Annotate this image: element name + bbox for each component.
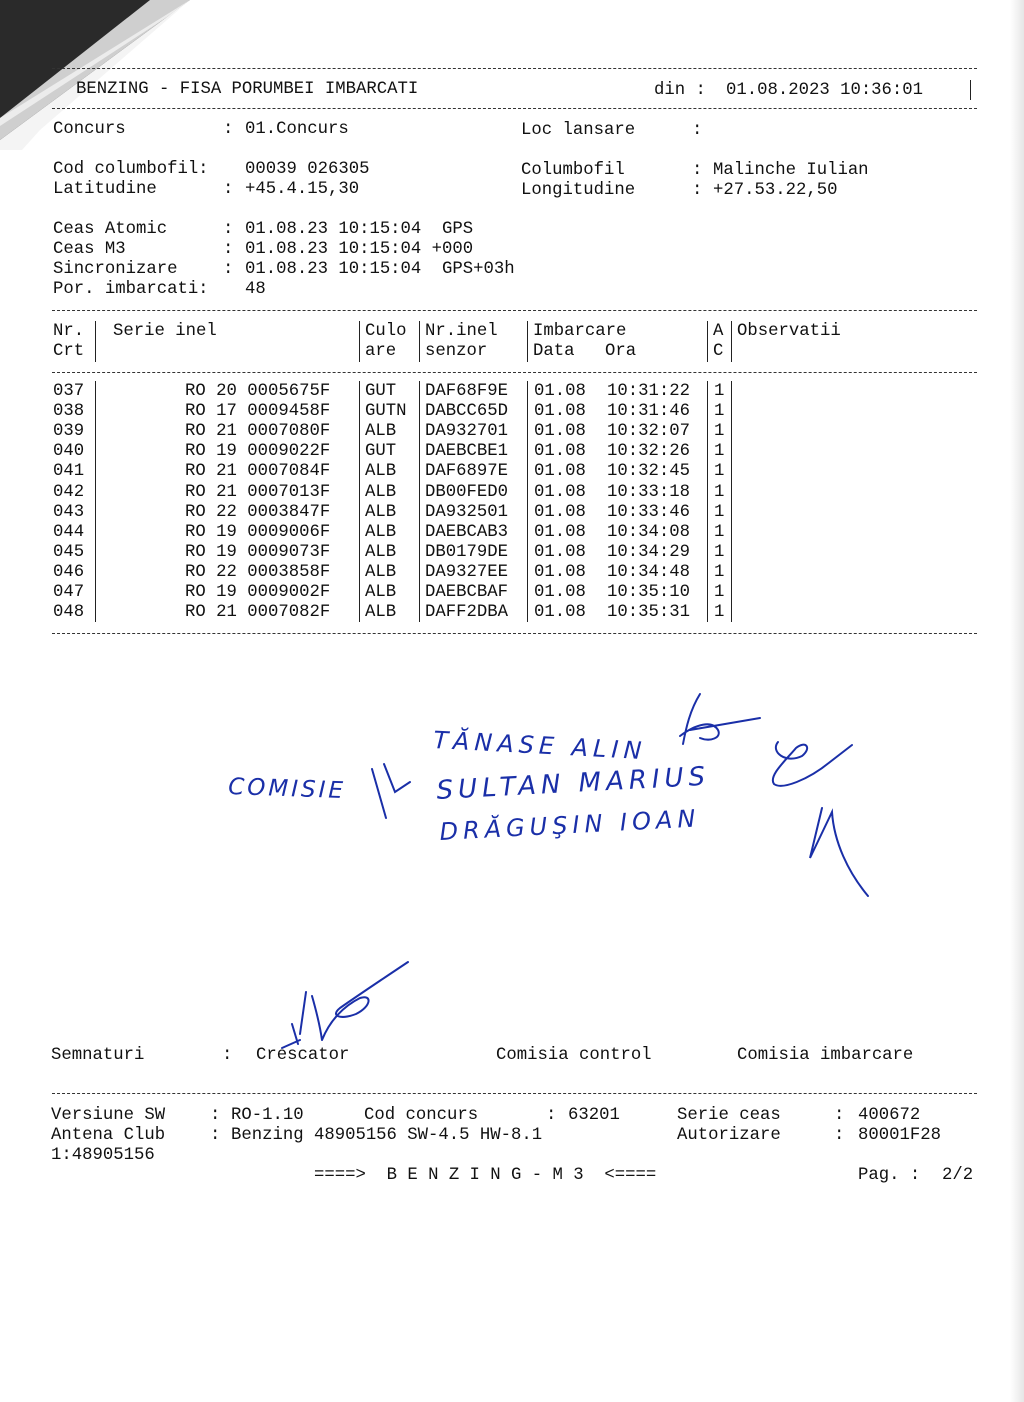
cell-ora: 10:33:18	[607, 482, 690, 502]
footer-banner: ====> B E N Z I N G - M 3 <====	[314, 1166, 657, 1185]
col-ac-1: A	[713, 322, 724, 341]
cell-ora: 10:35:10	[607, 583, 690, 602]
columbofil-value: Malinche Iulian	[713, 161, 869, 180]
cell-ac: 1	[714, 442, 725, 462]
cell-data: 01.08	[534, 603, 586, 623]
signature-3	[810, 808, 868, 896]
cell-nr: 042	[53, 482, 85, 502]
sincronizare-label: Sincronizare	[53, 260, 178, 279]
cell-nr: 047	[53, 583, 85, 602]
cell-ac: 1	[714, 522, 725, 542]
cell-ac: 1	[714, 422, 725, 442]
cell-ac: 1	[714, 402, 725, 422]
antena-id: 1:48905156	[51, 1146, 155, 1165]
cell-data: 01.08	[534, 422, 586, 442]
cell-serie: RO 19 0009022F	[185, 442, 331, 462]
cell-serie: RO 17 0009458F	[185, 402, 331, 422]
cell-data: 01.08	[534, 562, 586, 582]
cell-serie: RO 21 0007084F	[185, 462, 331, 482]
signature-2	[773, 742, 852, 786]
col-nrinel-2: senzor	[425, 342, 488, 361]
cell-ac: 1	[714, 382, 725, 401]
cell-culoare: ALB	[365, 562, 397, 582]
cell-nr: 040	[53, 442, 85, 462]
ceas-atomic-value: 01.08.23 10:15:04 GPS	[245, 220, 474, 239]
col-observatii: Observatii	[737, 322, 841, 341]
cell-nr: 038	[53, 402, 85, 422]
cell-ora: 10:32:26	[607, 442, 690, 462]
cell-senzor: DA932501	[425, 502, 508, 522]
cell-data: 01.08	[534, 442, 586, 462]
cell-serie: RO 20 0005675F	[185, 382, 331, 401]
cell-ora: 10:35:31	[607, 603, 690, 623]
semnaturi-label: Semnaturi	[51, 1046, 145, 1065]
versiune-value: RO-1.10	[231, 1106, 304, 1125]
autorizare-value: 80001F28	[858, 1126, 941, 1145]
latitudine-value: +45.4.15,30	[245, 180, 360, 199]
signature-1	[680, 694, 760, 744]
cell-serie: RO 22 0003847F	[185, 502, 331, 522]
cell-nr: 045	[53, 542, 85, 562]
cell-nr: 041	[53, 462, 85, 482]
comisia-control-label: Comisia control	[496, 1046, 652, 1065]
cell-data: 01.08	[534, 462, 586, 482]
comisia-imbarcare-label: Comisia imbarcare	[737, 1046, 914, 1065]
ceas-m3-label: Ceas M3	[53, 240, 126, 259]
por-imbarcati-label: Por. imbarcati:	[53, 280, 209, 299]
cell-culoare: ALB	[365, 422, 397, 442]
cell-culoare: ALB	[365, 603, 397, 623]
cell-data: 01.08	[534, 482, 586, 502]
cell-ora: 10:34:08	[607, 522, 690, 542]
cell-ora: 10:32:07	[607, 422, 690, 442]
cell-nr: 048	[53, 603, 85, 623]
cell-ora: 10:33:46	[607, 502, 690, 522]
cell-ac: 1	[714, 562, 725, 582]
cell-nr: 037	[53, 382, 85, 401]
latitudine-label: Latitudine	[53, 180, 157, 199]
cell-data: 01.08	[534, 522, 586, 542]
cell-serie: RO 22 0003858F	[185, 562, 331, 582]
page-label: Pag. :	[858, 1166, 921, 1185]
cell-ora: 10:31:46	[607, 402, 690, 422]
longitudine-label: Longitudine	[521, 181, 636, 200]
cell-data: 01.08	[534, 402, 586, 422]
por-imbarcati-value: 48	[245, 280, 266, 299]
versiune-label: Versiune SW	[51, 1106, 166, 1125]
cell-ac: 1	[714, 542, 725, 562]
cell-ac: 1	[714, 603, 725, 623]
col-crt: Crt	[53, 342, 85, 361]
cell-senzor: DA9327EE	[425, 562, 508, 582]
handwritten-name-3: DRĂGUŞIN IOAN	[438, 804, 701, 846]
cell-senzor: DABCC65D	[425, 402, 508, 422]
col-ac-2: C	[713, 342, 724, 361]
columbofil-label: Columbofil	[521, 161, 625, 180]
serie-ceas-value: 400672	[858, 1106, 921, 1125]
sincronizare-value: 01.08.23 10:15:04 GPS+03h	[245, 260, 515, 279]
longitudine-value: +27.53.22,50	[713, 181, 838, 200]
page-number: 2/2	[942, 1166, 974, 1185]
cell-serie: RO 19 0009073F	[185, 542, 331, 562]
cell-data: 01.08	[534, 382, 586, 401]
crescator-label: Crescator	[256, 1046, 350, 1065]
handwritten-name-2: SULTAN MARIUS	[435, 761, 711, 806]
serie-ceas-label: Serie ceas	[677, 1106, 781, 1125]
cell-nr: 044	[53, 522, 85, 542]
cod-concurs-value: 63201	[568, 1106, 620, 1125]
cell-culoare: ALB	[365, 583, 397, 602]
col-culoare-1: Culo	[365, 322, 407, 341]
cell-ac: 1	[714, 583, 725, 602]
col-nr: Nr.	[53, 322, 85, 341]
handwritten-comisie: COMISIE	[227, 774, 347, 805]
cell-ac: 1	[714, 502, 725, 522]
cod-concurs-label: Cod concurs	[364, 1106, 479, 1125]
cell-culoare: ALB	[365, 502, 397, 522]
col-ora: Ora	[605, 342, 637, 361]
cell-nr: 046	[53, 562, 85, 582]
ceas-m3-value: 01.08.23 10:15:04 +000	[245, 240, 474, 259]
cell-serie: RO 21 0007013F	[185, 482, 331, 502]
cell-ora: 10:34:48	[607, 562, 690, 582]
cell-culoare: ALB	[365, 542, 397, 562]
cell-ac: 1	[714, 482, 725, 502]
cell-senzor: DAEBCAB3	[425, 522, 508, 542]
cell-ora: 10:32:45	[607, 462, 690, 482]
cod-columbofil-value: 00039 026305	[245, 160, 370, 179]
col-data: Data	[533, 342, 575, 361]
cell-ac: 1	[714, 462, 725, 482]
col-imbarcare: Imbarcare	[533, 322, 627, 341]
bracket-mark	[372, 764, 410, 818]
report-title: BENZING - FISA PORUMBEI IMBARCATI	[76, 80, 419, 99]
cell-senzor: DB00FED0	[425, 482, 508, 502]
col-nrinel-1: Nr.inel	[425, 322, 498, 341]
cell-senzor: DAFF2DBA	[425, 603, 508, 623]
cell-ora: 10:34:29	[607, 542, 690, 562]
antena-value: Benzing 48905156 SW-4.5 HW-8.1	[231, 1126, 543, 1145]
cell-culoare: ALB	[365, 482, 397, 502]
cell-senzor: DAEBCBE1	[425, 442, 508, 462]
cell-serie: RO 19 0009002F	[185, 583, 331, 602]
cell-culoare: GUT	[365, 382, 397, 401]
cell-culoare: GUT	[365, 442, 397, 462]
cell-nr: 043	[53, 502, 85, 522]
date-label: din :	[654, 81, 706, 100]
loc-lansare-label: Loc lansare	[521, 121, 636, 140]
cell-data: 01.08	[534, 542, 586, 562]
cell-senzor: DAF68F9E	[425, 382, 508, 401]
cell-senzor: DAEBCBAF	[425, 583, 508, 602]
divider	[52, 1093, 977, 1094]
cell-senzor: DAF6897E	[425, 462, 508, 482]
antena-label: Antena Club	[51, 1126, 166, 1145]
cell-senzor: DB0179DE	[425, 542, 508, 562]
concurs-value: 01.Concurs	[245, 120, 349, 139]
cell-culoare: GUTN	[365, 402, 407, 422]
cell-data: 01.08	[534, 502, 586, 522]
concurs-label: Concurs	[53, 120, 126, 139]
cell-serie: RO 19 0009006F	[185, 522, 331, 542]
handwritten-name-1: TĂNASE ALIN	[432, 726, 648, 766]
cell-serie: RO 21 0007082F	[185, 603, 331, 623]
cell-senzor: DA932701	[425, 422, 508, 442]
signature-crescator	[282, 962, 408, 1048]
col-culoare-2: are	[365, 342, 397, 361]
cell-ora: 10:31:22	[607, 382, 690, 401]
report-date: 01.08.2023 10:36:01	[726, 81, 924, 100]
cell-nr: 039	[53, 422, 85, 442]
cod-columbofil-label: Cod columbofil:	[53, 160, 209, 179]
cell-serie: RO 21 0007080F	[185, 422, 331, 442]
ceas-atomic-label: Ceas Atomic	[53, 220, 168, 239]
cell-data: 01.08	[534, 583, 586, 602]
cell-culoare: ALB	[365, 522, 397, 542]
autorizare-label: Autorizare	[677, 1126, 781, 1145]
col-serie: Serie inel	[113, 322, 217, 341]
cell-culoare: ALB	[365, 462, 397, 482]
